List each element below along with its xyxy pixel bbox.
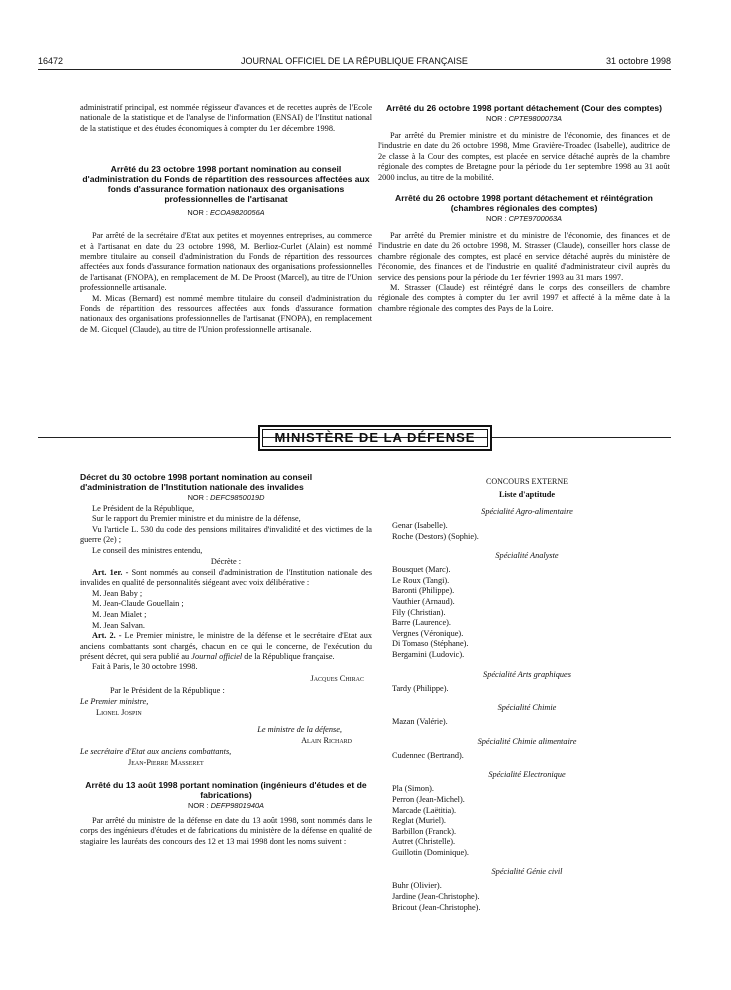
- arrete-13-paragraph: Par arrêté du ministre de la défense en date du 13 août 1998, sont nommés dans le corps des ingénieurs d'études et de fabrications du ministère de la défense en qualité de stagiaire les lauréats des concours des 12 et 13 mai 1998 dont les noms suivent :: [80, 815, 372, 846]
- decret-line-2: Sur le rapport du Premier ministre et du ministre de la défense,: [92, 514, 301, 524]
- laureate-name: Genar (Isabelle).: [392, 521, 448, 530]
- arrete-13-nor: NOR : DEFP9801940A: [187, 800, 264, 810]
- pm-name: Lionel Jospin: [96, 707, 142, 717]
- defense-minister-name: Alain Richard: [301, 735, 352, 745]
- concours-subheading: Liste d'aptitude: [498, 490, 555, 499]
- par-le-president: Par le Président de la République :: [110, 685, 225, 695]
- arrete-26a-nor: NOR : CPTE9800073A: [485, 114, 562, 123]
- fait-a-paris: Fait à Paris, le 30 octobre 1998.: [92, 662, 198, 672]
- page-number: 16472: [38, 56, 64, 66]
- right-column-top: [378, 103, 670, 314]
- laureate-name: Reglat (Muriel).: [392, 816, 446, 826]
- specialite-label: Spécialité Chimie alimentaire: [477, 736, 577, 746]
- arrete-23-title: Arrêté du 23 octobre 1998 portant nomination au conseil d'administration du Fonds de répartition des ressources affectées aux fonds d'assurance formation nationaux des organisations professionnelles de l'artisanat: [82, 164, 370, 205]
- laureate-name: Vauthier (Arnaud).: [392, 596, 455, 606]
- laureate-name: Pla (Simon).: [392, 784, 434, 794]
- laureate-name: Mazan (Valérie).: [392, 717, 448, 727]
- laureate-name: Barre (Laurence).: [392, 618, 451, 628]
- secretary-name: Jean-Pierre Masseret: [128, 757, 204, 767]
- decret-line-4: Le conseil des ministres entendu,: [92, 545, 203, 555]
- arrete-26a-title: Arrêté du 26 octobre 1998 portant détachement (Cour des comptes): [385, 103, 663, 113]
- arrete-26b-nor: NOR : CPTE9700063A: [485, 214, 562, 224]
- decret-line-1: Le Président de la République,: [92, 504, 195, 513]
- laureate-name: Bricout (Jean-Christophe).: [392, 902, 481, 912]
- laureate-list: [392, 565, 662, 660]
- arrete-13-title: Arrêté du 13 août 1998 portant nomination (ingénieurs d'études et de fabrications): [85, 779, 367, 800]
- laureate-name: Di Tomaso (Stéphane).: [392, 639, 469, 649]
- secretary-title: Le secrétaire d'Etat aux anciens combattants,: [80, 746, 232, 756]
- laureate-name: Barbillon (Franck).: [392, 826, 457, 836]
- arrete-26b-paragraph-1: Par arrêté du Premier ministre et du ministre de l'économie, des finances et de l'industrie en date du 26 octobre 1998, M. Strasser (Claude), conseiller hors classe de chambre régionale des comptes, est placé en service détaché auprès du ministère de l'économie, des finances et de l'industrie en qualité d'administrateur civil auprès du service des pensions pour la période du 1er février 1993 au 31 mars 1997.: [378, 231, 670, 282]
- member-item: M. Jean Salvan.: [92, 620, 145, 630]
- laureate-name: Marcade (Laëtitia).: [392, 805, 457, 815]
- laureate-name: Jardine (Jean-Christophe).: [392, 892, 480, 902]
- laureate-name: Le Roux (Tangi).: [392, 575, 450, 585]
- left-column-top: [80, 103, 372, 335]
- laureate-name: Guillotin (Dominique).: [392, 847, 469, 857]
- specialite-label: Spécialité Arts graphiques: [483, 669, 571, 679]
- specialite-label: Spécialité Agro-alimentaire: [481, 507, 573, 516]
- laureate-name: Roche (Destors) (Sophie).: [392, 531, 479, 541]
- laureate-list: [392, 521, 662, 542]
- laureate-list: [392, 717, 662, 728]
- decrete-label: Décrète :: [210, 557, 242, 567]
- right-column-bottom: [392, 476, 662, 913]
- signature-president: Jacques Chirac: [310, 673, 364, 683]
- laureate-name: Cudennec (Bertrand).: [392, 750, 464, 760]
- specialite-list: [392, 506, 662, 913]
- left-column-bottom: [80, 472, 372, 847]
- decret-title: Décret du 30 octobre 1998 portant nomination au conseil d'administration de l'Institution nationale des invalides: [80, 472, 313, 492]
- laureate-name: Fily (Christian).: [392, 607, 446, 617]
- pm-title: Le Premier ministre,: [80, 696, 149, 706]
- header-rule: [38, 69, 671, 70]
- specialite-label: Spécialité Chimie: [497, 703, 557, 713]
- ministry-banner: MINISTÈRE DE LA DÉFENSE: [258, 425, 492, 451]
- laureate-list: [392, 881, 662, 913]
- decret-nor: NOR : DEFC9850019D: [187, 493, 265, 502]
- arrete-26b-paragraph-2: M. Strasser (Claude) est réintégré dans le corps des conseillers de chambre régionale des comptes à compter du 1er avril 1997 et affecté à la même date à la chambre régionale des comptes des Pays de la Loire.: [378, 283, 670, 313]
- specialite-label: Spécialité Analyste: [495, 551, 559, 561]
- specialite-label: Spécialité Electronique: [488, 770, 566, 780]
- article-2: Art. 2. - Le Premier ministre, le ministre de la défense et le secrétaire d'Etat aux anciens combattants sont chargés, chacun en ce qui le concerne, de l'exécution du présent décret, qui sera publié au Journal officiel de la République française.: [80, 631, 372, 662]
- arrete-23-paragraph-2: M. Micas (Bernard) est nommé membre titulaire du conseil d'administration du Fonds de répartition des ressources affectées aux fonds d'assurance formation nationaux des organisations professionnelles de l'artisanat (FNOPA), en remplacement de M. Gicquel (Claude), au titre de l'Union professionnelle artisanale.: [80, 293, 372, 334]
- laureate-name: Bergamini (Ludovic).: [392, 649, 465, 659]
- arrete-23-paragraph-1: Par arrêté de la secrétaire d'Etat aux petites et moyennes entreprises, au commerce et à l'artisanat en date du 23 octobre 1998, M. Berlioz-Curlet (Alain) est nommé membre titulaire au conseil d'administration du Fonds de répartition des ressources affectées aux fonds d'assurance formation nationaux des organisations professionnelles de l'artisanat (FNOPA), en remplacement de M. De Proost (Marcel), au titre de l'Union professionnelle artisanale.: [80, 231, 372, 293]
- arrete-23-nor: NOR : ECOA9820056A: [187, 208, 265, 218]
- specialite-label: Spécialité Génie civil: [491, 867, 563, 877]
- laureate-name: Bousquet (Marc).: [392, 565, 451, 575]
- decret-line-3: Vu l'article L. 530 du code des pensions militaires d'invalidité et des victimes de la guerre (2e) ;: [80, 524, 372, 545]
- concours-heading: CONCOURS EXTERNE: [485, 477, 568, 486]
- laureate-name: Buhr (Olivier).: [392, 881, 442, 891]
- laureate-name: Baronti (Philippe).: [392, 586, 455, 596]
- article-1: Art. 1er. - Sont nommés au conseil d'administration de l'Institution nationale des invalides en qualité de personnalités siégeant avec voix délibérative :: [80, 568, 373, 588]
- laureate-name: Autret (Christelle).: [392, 837, 456, 847]
- laureate-name: Vergnes (Véronique).: [392, 628, 464, 638]
- laureate-list: [392, 751, 662, 762]
- member-item: M. Jean Mialet ;: [92, 610, 147, 620]
- page-header: [38, 56, 671, 70]
- laureate-name: Perron (Jean-Michel).: [392, 794, 465, 804]
- issue-date: 31 octobre 1998: [605, 56, 671, 66]
- laureate-name: Tardy (Philippe).: [392, 683, 449, 693]
- member-item: M. Jean-Claude Gouellain ;: [92, 599, 184, 609]
- arrete-26b-title: Arrêté du 26 octobre 1998 portant détachement et réintégration (chambres régionales des comptes): [395, 193, 653, 214]
- carry-over-paragraph: administratif principal, est nommée régisseur d'avances et de recettes auprès de l'Ecole nationale de la statistique et de l'analyse de l'information (ENSAI) de l'Institut national de la statistique et des études économiques à compter du 1er décembre 1998.: [80, 103, 372, 133]
- defense-minister-title: Le ministre de la défense,: [257, 724, 342, 734]
- laureate-list: [392, 784, 662, 858]
- member-item: M. Jean Baby ;: [92, 588, 143, 598]
- arrete-26a-paragraph: Par arrêté du Premier ministre et du ministre de l'économie, des finances et de l'industrie en date du 26 octobre 1998, Mme Gravière-Troadec (Isabelle), auditrice de 2e classe à la Cour des comptes, est placée en service détaché auprès de la chambre régionale des comptes de Bretagne pour la période du 1er septembre 1998 au 31 août 2000 inclus, au titre de la mobilité.: [378, 131, 670, 182]
- journal-title: JOURNAL OFFICIEL DE LA RÉPUBLIQUE FRANÇAISE: [241, 56, 468, 66]
- laureate-list: [392, 684, 662, 695]
- member-list: [80, 589, 372, 631]
